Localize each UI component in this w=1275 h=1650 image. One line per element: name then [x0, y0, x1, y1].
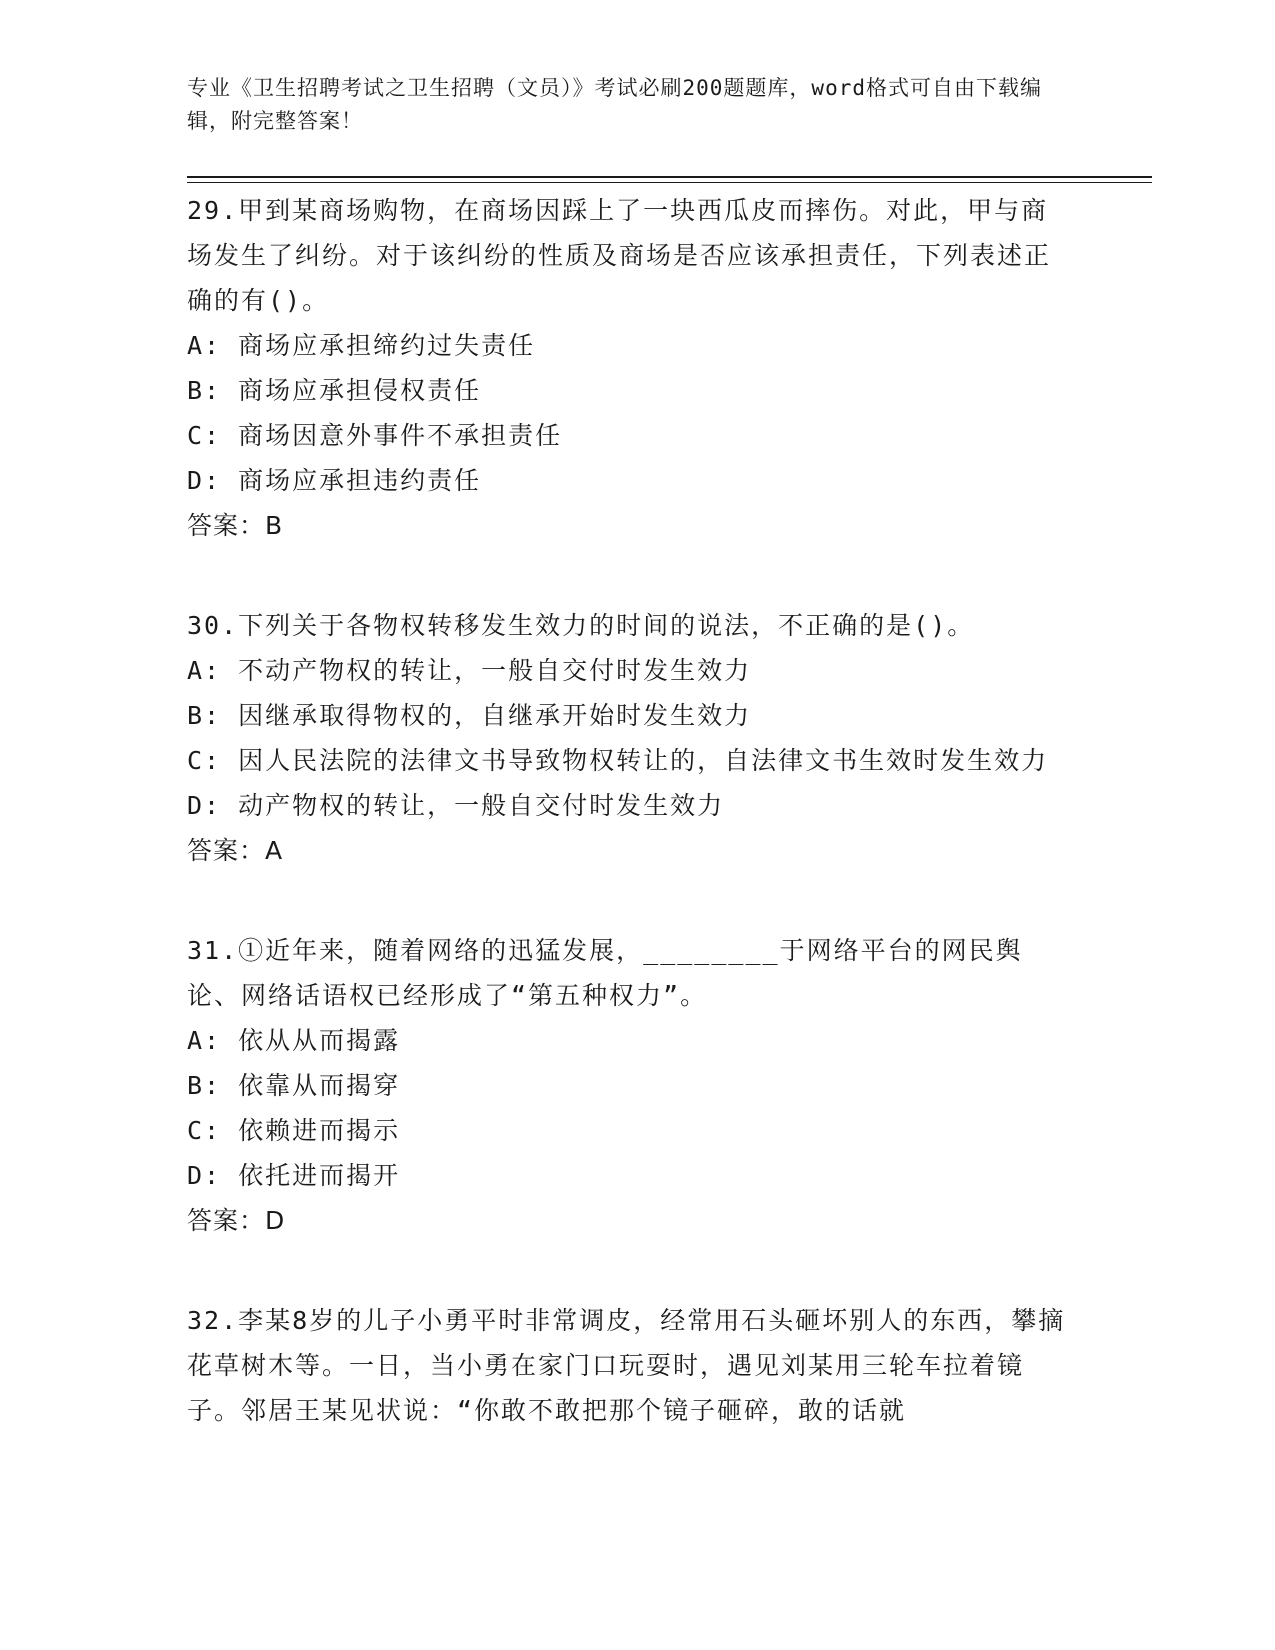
question-30 — [187, 603, 1067, 873]
header-divider-thick — [187, 176, 1152, 178]
answer-line: 答案：B — [187, 511, 284, 540]
option-c: C: 依赖进而揭示 — [187, 1116, 401, 1145]
question-spacer — [187, 548, 1067, 603]
option-b: B: 依靠从而揭穿 — [187, 1071, 401, 1100]
option-a: A: 商场应承担缔约过失责任 — [187, 331, 536, 360]
document-header: 专业《卫生招聘考试之卫生招聘（文员）》考试必刷200题题库，word格式可自由下载编辑，附完整答案！ — [187, 76, 1042, 133]
question-list — [187, 188, 1067, 1433]
question-31 — [187, 928, 1067, 1243]
question-spacer — [187, 1243, 1067, 1298]
option-b: B: 因继承取得物权的，自继承开始时发生效力 — [187, 701, 752, 730]
answer-line: 答案：D — [187, 1206, 286, 1235]
question-spacer — [187, 873, 1067, 928]
option-c: C: 商场因意外事件不承担责任 — [187, 421, 563, 450]
question-text: 29.甲到某商场购物，在商场因踩上了一块西瓜皮而摔伤。对此，甲与商场发生了纠纷。对于该纠纷的性质及商场是否应该承担责任，下列表述正确的有()。 — [187, 196, 1052, 315]
header-divider-thin — [187, 182, 1152, 183]
question-text: 30.下列关于各物权转移发生效力的时间的说法，不正确的是()。 — [187, 611, 975, 640]
answer-line: 答案：A — [187, 836, 284, 865]
question-29 — [187, 188, 1067, 548]
option-c: C: 因人民法院的法律文书导致物权转让的，自法律文书生效时发生效力 — [187, 746, 1049, 775]
option-a: A: 不动产物权的转让，一般自交付时发生效力 — [187, 656, 752, 685]
question-32 — [187, 1298, 1067, 1433]
option-b: B: 商场应承担侵权责任 — [187, 376, 482, 405]
option-d: D: 动产物权的转让，一般自交付时发生效力 — [187, 791, 725, 820]
question-text: 32.李某8岁的儿子小勇平时非常调皮，经常用石头砸坏别人的东西，攀摘花草树木等。一日，当小勇在家门口玩耍时，遇见刘某用三轮车拉着镜子。邻居王某见状说：“你敢不敢把那个镜子砸碎，敢的话就 — [187, 1306, 1066, 1425]
option-d: D: 依托进而揭开 — [187, 1161, 401, 1190]
option-a: A: 依从从而揭露 — [187, 1026, 401, 1055]
option-d: D: 商场应承担违约责任 — [187, 466, 482, 495]
question-text: 31.①近年来，随着网络的迅猛发展，________于网络平台的网民舆论、网络话语权已经形成了“第五种权力”。 — [187, 936, 1023, 1010]
